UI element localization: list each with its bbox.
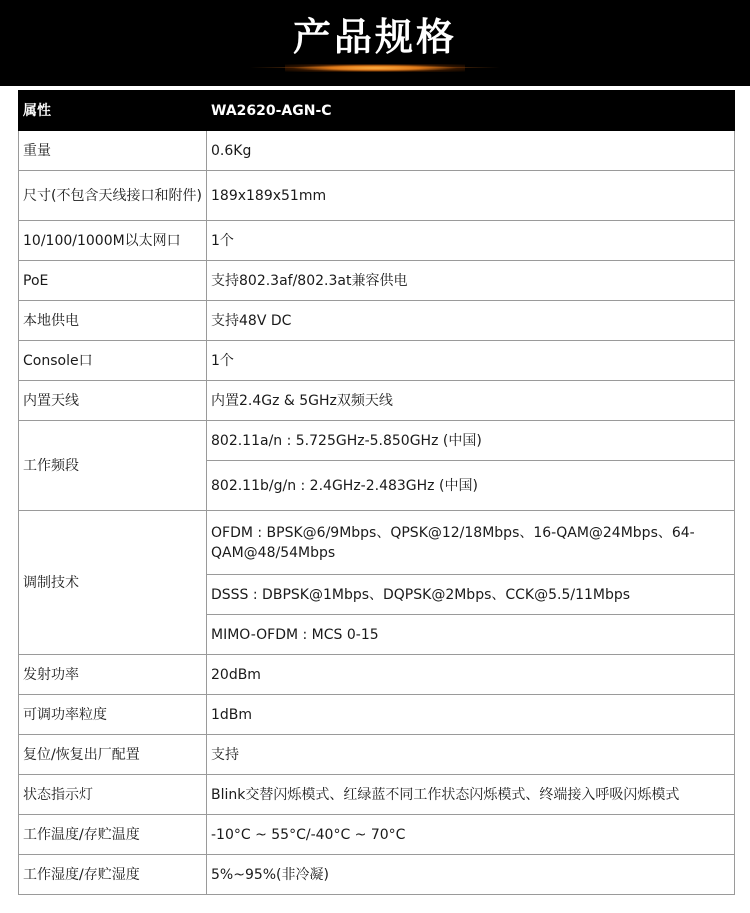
table-row-band-1 bbox=[19, 421, 735, 461]
spec-table bbox=[18, 90, 735, 895]
table-row-tx-power bbox=[19, 655, 735, 695]
row-value: 0.6Kg bbox=[207, 131, 735, 171]
row-value: MIMO-OFDM : MCS 0-15 bbox=[207, 615, 735, 655]
table-row-poe bbox=[19, 261, 735, 301]
header-banner bbox=[0, 0, 750, 86]
row-key: 调制技术 bbox=[19, 511, 207, 655]
table-header-row bbox=[19, 91, 735, 131]
row-key: Console口 bbox=[19, 341, 207, 381]
row-value: 1个 bbox=[207, 221, 735, 261]
title-glow-decoration bbox=[285, 64, 465, 72]
row-key: 状态指示灯 bbox=[19, 775, 207, 815]
row-value: 5%~95%(非冷凝) bbox=[207, 855, 735, 895]
row-value: 1个 bbox=[207, 341, 735, 381]
row-value: 1dBm bbox=[207, 695, 735, 735]
row-value: 189x189x51mm bbox=[207, 171, 735, 221]
row-value: 内置2.4Gz & 5GHz双频天线 bbox=[207, 381, 735, 421]
page-title: 产品规格 bbox=[292, 15, 457, 59]
row-key: 工作温度/存贮温度 bbox=[19, 815, 207, 855]
row-value: DSSS : DBPSK@1Mbps、DQPSK@2Mbps、CCK@5.5/11Mbps bbox=[207, 575, 735, 615]
row-key: 复位/恢复出厂配置 bbox=[19, 735, 207, 775]
table-row-ethernet bbox=[19, 221, 735, 261]
row-value: 20dBm bbox=[207, 655, 735, 695]
row-key: 工作湿度/存贮湿度 bbox=[19, 855, 207, 895]
row-key: 本地供电 bbox=[19, 301, 207, 341]
table-row-led bbox=[19, 775, 735, 815]
table-row-reset bbox=[19, 735, 735, 775]
table-row-weight bbox=[19, 131, 735, 171]
row-value: 802.11b/g/n : 2.4GHz-2.483GHz (中国) bbox=[207, 461, 735, 511]
table-row-local-power bbox=[19, 301, 735, 341]
table-row-modulation-1 bbox=[19, 511, 735, 575]
table-row-power-step bbox=[19, 695, 735, 735]
table-row-antenna bbox=[19, 381, 735, 421]
row-key: 发射功率 bbox=[19, 655, 207, 695]
row-key: 尺寸(不包含天线接口和附件) bbox=[19, 171, 207, 221]
row-value: 802.11a/n : 5.725GHz-5.850GHz (中国) bbox=[207, 421, 735, 461]
row-value: OFDM : BPSK@6/9Mbps、QPSK@12/18Mbps、16-QAM@24Mbps、64-QAM@48/54Mbps bbox=[207, 511, 735, 575]
row-value: 支持 bbox=[207, 735, 735, 775]
row-value: -10°C ~ 55°C/-40°C ~ 70°C bbox=[207, 815, 735, 855]
row-key: 重量 bbox=[19, 131, 207, 171]
row-key: PoE bbox=[19, 261, 207, 301]
header-model-cell: WA2620-AGN-C bbox=[207, 91, 735, 131]
row-value: 支持802.3af/802.3at兼容供电 bbox=[207, 261, 735, 301]
table-row-size bbox=[19, 171, 735, 221]
table-row-console bbox=[19, 341, 735, 381]
row-key: 工作频段 bbox=[19, 421, 207, 511]
row-value: Blink交替闪烁模式、红绿蓝不同工作状态闪烁模式、终端接入呼吸闪烁模式 bbox=[207, 775, 735, 815]
header-key-cell: 属性 bbox=[19, 91, 207, 131]
row-key: 10/100/1000M以太网口 bbox=[19, 221, 207, 261]
row-key: 可调功率粒度 bbox=[19, 695, 207, 735]
table-row-humidity bbox=[19, 855, 735, 895]
table-row-temperature bbox=[19, 815, 735, 855]
row-key: 内置天线 bbox=[19, 381, 207, 421]
row-value: 支持48V DC bbox=[207, 301, 735, 341]
